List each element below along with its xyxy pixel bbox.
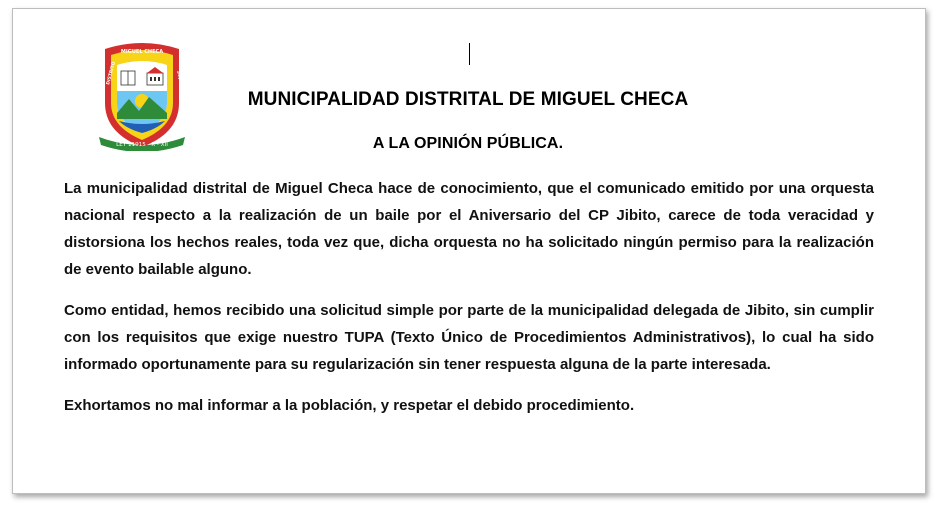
paragraph-1: La municipalidad distrital de Miguel Checa hace de conocimiento, que el comunicado emitido por una orquesta nacional respecto a la realización de un baile por el Aniversario del CP Jibito, carece de toda veracidad y distorsiona los hechos reales, toda vez que, dicha orquesta no ha solicitado ningún permiso para la realización de evento bailable alguno.: [64, 180, 874, 278]
crest-top-text: MIGUEL CHECA: [120, 49, 164, 55]
document-page: [12, 8, 926, 494]
text-cursor: [469, 43, 470, 65]
crest-ribbon-text: LEY 11915 - X - XII: [116, 142, 168, 148]
statement-body: [64, 175, 874, 433]
crest-right-text: SOJO: [175, 70, 184, 84]
paragraph-3: Exhortamos no mal informar a la población, y respetar el debido procedimiento.: [64, 397, 635, 414]
crest-left-text: DISTRITO: [106, 61, 118, 86]
page-title: MUNICIPALIDAD DISTRITAL DE MIGUEL CHECA: [247, 89, 689, 110]
page-subtitle: A LA OPINIÓN PÚBLICA.: [372, 135, 564, 152]
paragraph-2: Como entidad, hemos recibido una solicitud simple por parte de la municipalidad delegada de Jibito, sin cumplir con los requisitos que exige nuestro TUPA (Texto Único de Procedimientos Administrativos), lo cual ha sido informado oportunamente para su regularización sin tener respuesta alguna de la parte interesada.: [64, 302, 874, 373]
